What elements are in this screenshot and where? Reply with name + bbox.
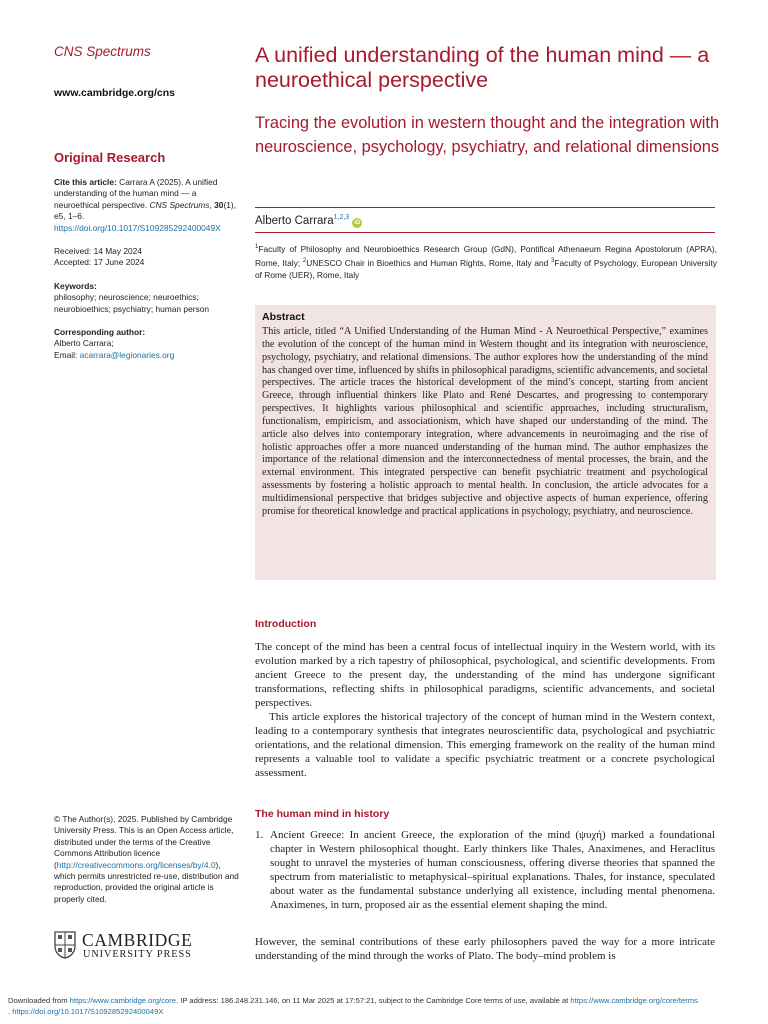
affiliations (255, 241, 717, 281)
footer-doi-link[interactable]: https://doi.org/10.1017/S109285292400049X (12, 1006, 164, 1016)
footer-terms-link[interactable]: https://www.cambridge.org/core/terms (570, 996, 698, 1005)
license-text-end: ), which permits unrestricted re-use, distribution and reproduction, provided the original article is properly cited. (54, 859, 239, 904)
history-paragraph: However, the seminal contributions of these early philosophers paved the way for a more intricate understanding of the mind through the works of Plato. The body–mind problem is (255, 936, 715, 962)
citation-sep: , (209, 199, 215, 210)
keywords-label: Keywords: (54, 281, 97, 291)
publisher-name: CAMBRIDGE (82, 930, 193, 950)
author-line (255, 214, 362, 228)
abstract-heading: Abstract (262, 311, 305, 323)
footer-sep: . (8, 1006, 13, 1016)
affiliation-text: Faculty of Philosophy and Neurobioethics Research Group (GdN), Pontifical Athenaeum Regina Apostolorum (APRA), Rome, Italy; (255, 243, 717, 268)
keywords-list: philosophy; neuroscience; neuroethics; neurobioethics; psychiatry; human person (54, 292, 210, 314)
received-date: Received: 14 May 2024 (54, 246, 142, 256)
keywords-block (54, 281, 239, 315)
introduction-paragraph: This article explores the historical trajectory of the concept of human mind in the Western context, leading to a contemporary synthesis that integrates neuroscientific data, psychological and psychiatric orientations, and the relational dimension. This emerging framework on the reality of the human mind represents a valuable tool to validate a specific psychiatric treatment or a concrete psychological assessment. (255, 711, 715, 779)
dates-block (54, 246, 144, 269)
introduction-paragraph: The concept of the mind has been a central focus of intellectual inquiry in the Western world, with its evolution marked by a rich tapestry of philosophical, psychological, and scientific developments. From ancient Greece to the present day, the understanding of the mind has undergone significant transformations, reflecting shifts in philosophical paradigms, scientific advancements, and societal perspectives. (255, 641, 715, 709)
author-affiliation-marks[interactable]: 1,2,3 (333, 214, 350, 221)
email-label: Email: (54, 349, 80, 360)
citation-label: Cite this article: (54, 177, 117, 187)
cambridge-crest-icon (54, 931, 76, 959)
affiliation-text: UNESCO Chair in Bioethics and Human Rights, Rome, Italy and (306, 257, 552, 268)
affiliation-mark: 2 (302, 257, 307, 264)
corresponding-label: Corresponding author: (54, 327, 146, 337)
footer-text: . IP address: 186.248.231.146, on 11 Mar 2025 at 17:57:21, subject to the Cambridge Core terms of use, available at (176, 996, 571, 1005)
journal-name: CNS Spectrums (54, 44, 151, 59)
footer-text: Downloaded from (8, 996, 70, 1005)
author-divider (255, 232, 715, 233)
citation-pages: (1), e5, 1–6. (54, 199, 237, 222)
citation-block (54, 177, 239, 234)
accepted-date: Accepted: 17 June 2024 (54, 257, 145, 268)
citation-journal: CNS Spectrums (149, 199, 210, 210)
footer-core-link[interactable]: https://www.cambridge.org/core (69, 996, 176, 1005)
email-line (54, 350, 239, 361)
article-type: Original Research (54, 150, 166, 165)
email-link[interactable]: acarrara@legionaries.org (79, 349, 175, 360)
history-heading: The human mind in history (255, 808, 390, 820)
citation-text: Carrara A (2025). A unified understanding of the human mind — a neuroethical perspective. (54, 177, 218, 210)
corresponding-author-block (54, 327, 239, 361)
article-title: A unified understanding of the human mind — a neuroethical perspective (255, 43, 710, 92)
introduction-heading: Introduction (255, 618, 317, 630)
citation-doi-link[interactable]: https://doi.org/10.1017/S109285292400049X (54, 222, 221, 233)
license-block (54, 814, 239, 905)
download-footer (8, 996, 768, 1017)
affiliation-mark: 3 (551, 257, 555, 264)
article-subtitle: Tracing the evolution in western thought and the integration with neuroscience, psychology, psychiatry, and relational dimensions (255, 114, 720, 156)
journal-website[interactable]: www.cambridge.org/cns (54, 87, 175, 99)
license-link[interactable]: http://creativecommons.org/licenses/by/4.0 (56, 859, 216, 870)
orcid-icon[interactable]: iD (354, 219, 361, 226)
affiliation-mark: 1 (255, 244, 259, 250)
citation-volume: 30 (214, 199, 224, 210)
affiliation-text: Faculty of Psychology, European University of Rome (UER), Rome, Italy (255, 257, 717, 280)
author-name: Alberto Carrara (255, 214, 334, 227)
list-item-number: 1. (255, 829, 264, 841)
license-text: © The Author(s), 2025. Published by Cambridge University Press. This is an Open Access article, distributed under the terms of the Creative Commons Attribution licence ( (54, 814, 234, 870)
cambridge-logo (54, 931, 199, 961)
abstract-text: This article, titled “A Unified Understanding of the Human Mind - A Neuroethical Perspective,” examines the evolution of the concept of the human mind in Western thought and its integration with neuroscience, psychology, psychiatry, and relational dimensions. The author explores how the understanding of the mind has changed over time, influenced by shifts in philosophical paradigms, scientific advancements, and societal perspectives. The article traces the historical development of the mind’s concept, starting from ancient Greece, through influential thinkers like Plato and René Descartes, and progressing to contemporary perspectives. It highlights various philosophical and scientific approaches, including structuralism, functionalism, empiricism, and associationism, which have shaped our understanding of the mind. The article also delves into contemporary integration, where advancements in neuroimaging and the rise of holistic approaches offer a more nuanced understanding of the human mind. The author emphasizes the importance of the relational dimension and the interconnectedness of mental processes, the brain, and the external environment. This integrated perspective can benefit psychiatric treatment and psychological assessments by fostering a holistic approach to mental health. In conclusion, the article advocates for a multidimensional perspective that bridges subjective and objective aspects of human experience, offering promise for theoretical knowledge and practical applications in psychology, psychiatry, and neuroscience. (262, 326, 708, 517)
publisher-subtitle: UNIVERSITY PRESS (83, 949, 192, 960)
title-divider (255, 207, 715, 208)
corresponding-name: Alberto Carrara; (54, 338, 114, 349)
list-item: Ancient Greece: In ancient Greece, the exploration of the mind (ψυχή) marked a foundational chapter in Western philosophical thought. Early thinkers like Thales, Anaximenes, and Heraclitus sought to unravel the mysteries of human consciousness, offering diverse theories that spanned the spectrum from materialistic to metaphysical–spiritual explanations. Thales, for instance, speculated about water as the fundamental substance underlying all existence, including mental phenomena. Anaximenes, in turn, proposed air as the essential element shaping the mind. (270, 829, 715, 911)
